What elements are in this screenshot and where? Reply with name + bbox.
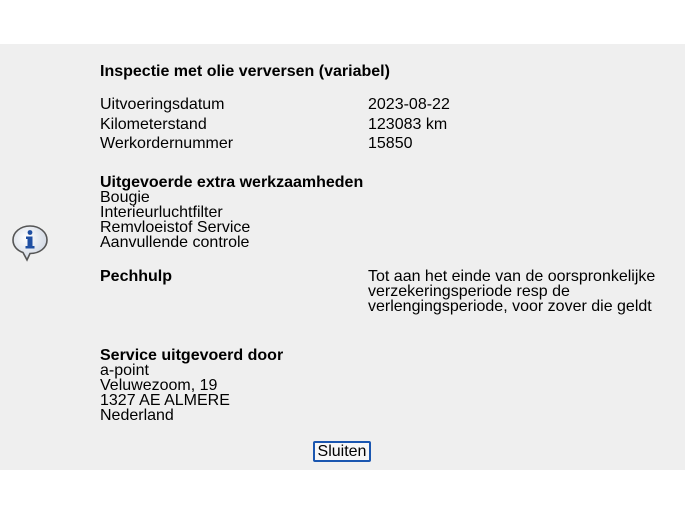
extra-work-item: Remvloeistof Service <box>100 219 251 236</box>
extra-work-item: Interieurluchtfilter <box>100 204 223 221</box>
page-title: Inspectie met olie verversen (variabel) <box>100 63 390 80</box>
roadside-label: Pechhulp <box>100 268 173 285</box>
detail-label-workorder: Werkordernummer <box>100 135 234 152</box>
detail-value-date: 2023-08-22 <box>368 96 450 113</box>
service-line: 1327 AE ALMERE <box>100 392 230 409</box>
service-heading: Service uitgevoerd door <box>100 347 284 364</box>
detail-value-mileage: 123083 km <box>368 116 448 133</box>
service-line: a-point <box>100 362 149 379</box>
close-button[interactable]: Sluiten <box>313 441 371 462</box>
detail-label-date: Uitvoeringsdatum <box>100 96 225 113</box>
extra-work-item: Bougie <box>100 189 150 206</box>
service-line: Veluwezoom, 19 <box>100 377 218 394</box>
roadside-value-line: Tot aan het einde van de oorspronkelijke <box>368 268 656 285</box>
detail-label-mileage: Kilometerstand <box>100 116 207 133</box>
extra-work-item: Aanvullende controle <box>100 234 250 251</box>
roadside-value-line: verzekeringsperiode resp de <box>368 283 570 300</box>
detail-value-workorder: 15850 <box>368 135 413 152</box>
info-speech-bubble-icon <box>11 224 51 264</box>
service-line: Nederland <box>100 407 174 424</box>
extra-work-heading: Uitgevoerde extra werkzaamheden <box>100 174 364 191</box>
roadside-value-line: verlengingsperiode, voor zover die geldt <box>368 298 652 315</box>
